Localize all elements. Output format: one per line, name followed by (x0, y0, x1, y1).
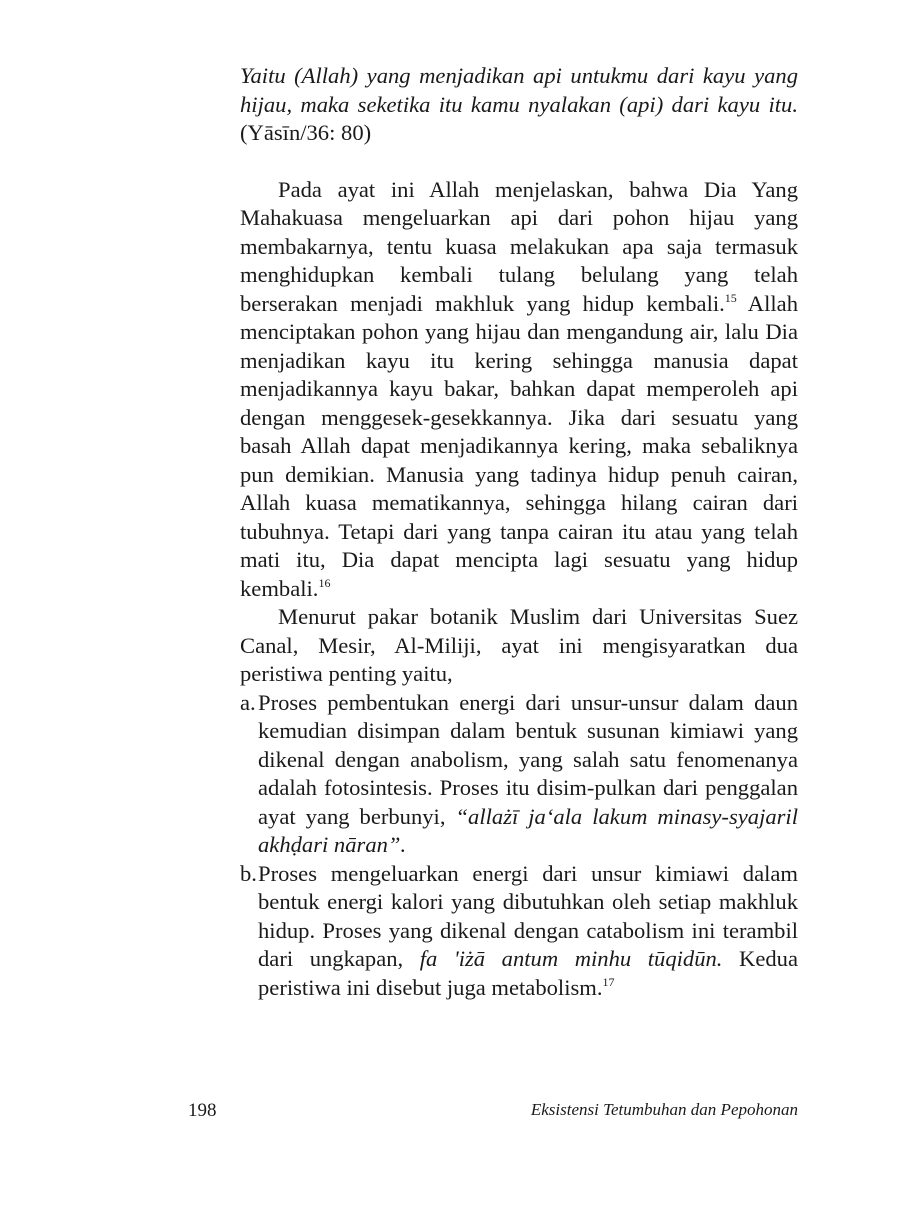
paragraph-text: Allah menciptakan pohon yang hijau dan mengandung air, lalu Dia menjadikan kayu itu kering sehingga manusia dapat menjadikannya kayu bakar, bahkan dapat memperoleh api dengan menggesek-gesekkannya. Jika dari sesuatu yang basah Allah dapat menjadikannya kering, maka sebaliknya pun demikian. Manusia yang tadinya hidup penuh cairan, Allah kuasa mematikannya, sehingga hilang cairan dari tubuhnya. Tetapi dari yang tanpa cairan itu atau yang telah mati itu, Dia dapat mencipta lagi sesuatu yang hidup kembali. (240, 290, 798, 601)
list-text: Proses mengeluarkan energi dari unsur kimiawi dalam bentuk energi kalori yang dibutuhkan oleh setiap makhluk hidup. Proses yang dikenal dengan catabolism ini terambil dari ungkapan, (258, 860, 798, 971)
footnote-marker[interactable]: 16 (318, 575, 331, 590)
page-footer (188, 1100, 798, 1124)
body-paragraph-1 (240, 176, 798, 604)
list-text-after: Kedua peristiwa ini disebut juga metabolism. (258, 946, 798, 1000)
footnote-marker[interactable]: 17 (602, 974, 615, 989)
footnote-marker[interactable]: 15 (724, 290, 737, 305)
body-paragraph-2 (240, 603, 798, 689)
verse-transliteration: “allażī ja‘ala lakum minasy-syajaril akhḍari nāran”. (258, 803, 798, 857)
list-marker: a. (240, 689, 256, 715)
process-list (240, 689, 798, 1003)
list-text: Proses pembentukan energi dari unsur-unsur dalam daun kemudian disimpan dalam bentuk susunan kimiawi yang dikenal dengan anabolism, yang salah satu fenomenanya adalah fotosintesis. Proses itu disim-pulkan dari penggalan ayat yang berbunyi, (258, 689, 798, 829)
page-body (240, 62, 798, 1002)
paragraph-text: Pada ayat ini Allah menjelaskan, bahwa Dia Yang Mahakuasa mengeluarkan api dari pohon hijau yang membakarnya, tentu kuasa melakukan apa saja termasuk menghidupkan kembali tulang belulang yang telah berserakan menjadi makhluk yang hidup kembali. (240, 176, 798, 316)
list-item (240, 860, 798, 1003)
list-item-text (258, 860, 798, 1003)
verse-transliteration: fa 'iżā antum minhu tūqidūn. (419, 946, 723, 971)
verse-translation-text: Yaitu (Allah) yang menjadikan api untukmu dari kayu yang hijau, maka seketika itu kamu nyalakan (api) dari kayu itu. (240, 63, 798, 117)
list-item (240, 689, 798, 860)
verse-reference: (Yāsīn/36: 80) (240, 120, 372, 145)
list-item-text (258, 689, 798, 860)
quran-verse-translation (240, 62, 798, 148)
list-marker: b. (240, 860, 257, 886)
paragraph-text: Menurut pakar botanik Muslim dari Universitas Suez Canal, Mesir, Al-Miliji, ayat ini mengisyaratkan dua peristiwa penting yaitu, (240, 604, 798, 686)
running-title: Eksistensi Tetumbuhan dan Pepohonan (530, 1100, 798, 1119)
page-number: 198 (188, 1100, 217, 1121)
